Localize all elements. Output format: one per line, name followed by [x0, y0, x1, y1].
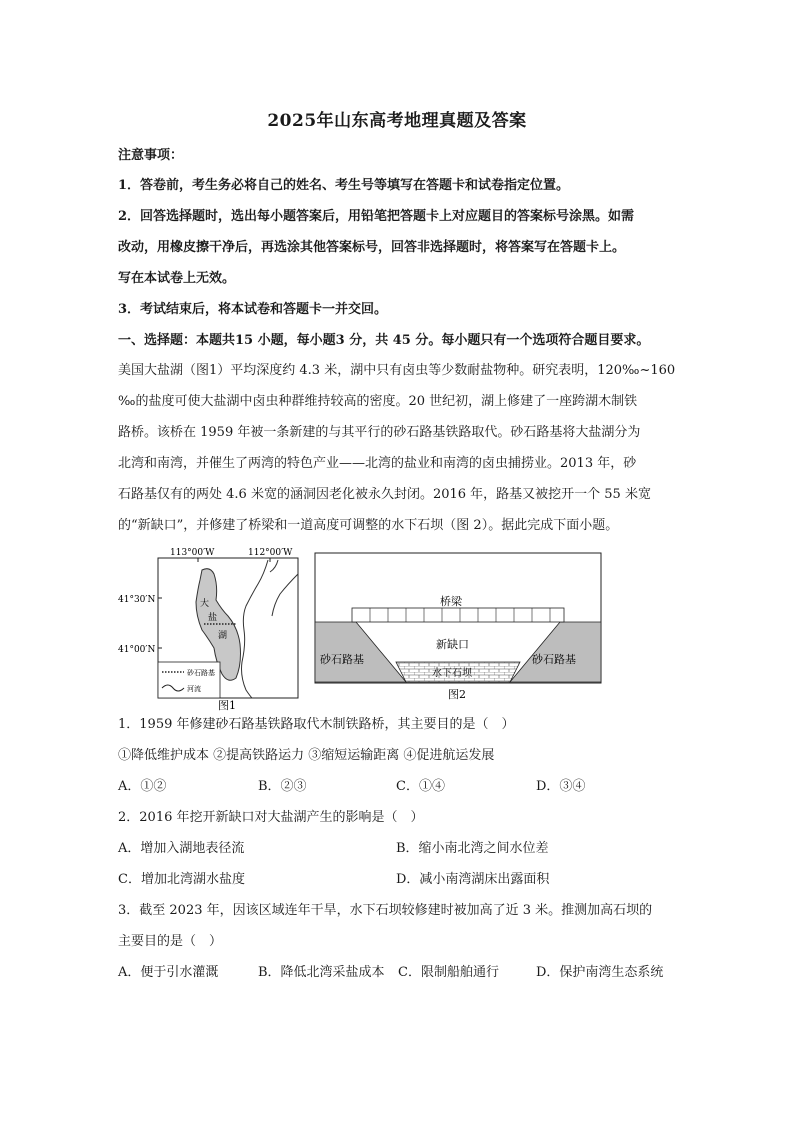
dam-label: 水下石坝: [432, 668, 472, 679]
question-stem: 主要目的是（ ）: [118, 934, 223, 949]
notice-item: 3．考试结束后，将本试卷和答题卡一并交回。: [118, 302, 388, 317]
figure2-cross-section: [314, 552, 604, 702]
page-title: 2025年山东高考地理真题及答案: [267, 111, 527, 131]
question-statements: ①降低维护成本 ②提高铁路运力 ③缩短运输距离 ④促进航运发展: [118, 748, 495, 763]
question-stem: 2．2016 年挖开新缺口对大盐湖产生的影响是（ ）: [118, 810, 424, 825]
notice-item: 1．答卷前，考生务必将自己的姓名、考生号等填写在答题卡和试卷指定位置。: [118, 178, 570, 193]
bridge-label: 桥梁: [440, 595, 462, 608]
figure1-map: [118, 544, 302, 712]
causeway-label: 砂石路基: [320, 653, 364, 666]
causeway-label: 砂石路基: [532, 653, 576, 666]
figure1-caption: 图1: [218, 699, 236, 712]
option-c: C．①④: [396, 779, 445, 794]
passage-line: 美国大盐湖（图1）平均深度约 4.3 米，湖中只有卤虫等少数耐盐物种。研究表明，120‰~160: [118, 363, 676, 378]
option-c: C．增加北湾湖水盐度: [118, 872, 245, 887]
option-b: B．缩小南北湾之间水位差: [396, 841, 549, 856]
gap-label: 新缺口: [436, 638, 469, 651]
passage-line: ‰的盐度可使大盐湖中卤虫种群维持较高的密度。20 世纪初，湖上修建了一座跨湖木制铁: [118, 394, 638, 409]
lon-label: 112°00′W: [248, 548, 293, 558]
question-stem: 1．1959 年修建砂石路基铁路取代木制铁路桥，其主要目的是（ ）: [118, 717, 515, 732]
lake-char: 大: [200, 599, 210, 609]
option-a: A．便于引水灌溉: [118, 965, 219, 980]
option-a: A．增加入湖地表径流: [118, 841, 245, 856]
lake-char: 湖: [218, 631, 228, 641]
option-d: D．保护南湾生态系统: [536, 965, 664, 980]
passage-line: 石路基仅有的两处 4.6 米宽的涵洞因老化被永久封闭。2016 年，路基又被挖开一个 55 米宽: [118, 487, 651, 502]
notice-item: 2．回答选择题时，选出每小题答案后，用铅笔把答题卡上对应题目的答案标号涂黑。如需: [118, 209, 635, 224]
lake-char: 盐: [208, 613, 218, 623]
lon-label: 113°00′W: [170, 548, 215, 558]
passage-line: 的“新缺口”，并修建了桥梁和一道高度可调整的水下石坝（图 2）。据此完成下面小题。: [118, 518, 619, 533]
option-d: D．减小南湾湖床出露面积: [396, 872, 550, 887]
option-b: B．降低北湾采盐成本: [258, 965, 385, 980]
legend-label: 砂石路基: [187, 669, 215, 677]
option-a: A．①②: [118, 779, 167, 794]
notice-item: 改动，用橡皮擦干净后，再选涂其他答案标号，回答非选择题时，将答案写在答题卡上。: [118, 240, 626, 255]
option-b: B．②③: [258, 779, 307, 794]
lat-label: 41°00′N: [118, 645, 156, 655]
passage-line: 北湾和南湾，并催生了两湾的特色产业——北湾的盐业和南湾的卤虫捕捞业。2013 年，砂: [118, 456, 637, 471]
notice-item: 写在本试卷上无效。: [118, 271, 236, 286]
notice-heading: 注意事项：: [118, 148, 184, 163]
option-d: D．③④: [536, 779, 586, 794]
question-stem: 3．截至 2023 年，因该区域连年干旱，水下石坝较修建时被加高了近 3 米。推测加高石坝的: [118, 903, 653, 918]
legend-label: 河流: [187, 685, 201, 693]
passage-line: 路桥。该桥在 1959 年被一条新建的与其平行的砂石路基铁路取代。砂石路基将大盐湖分为: [118, 425, 641, 440]
option-c: C．限制船舶通行: [398, 965, 499, 980]
lat-label: 41°30′N: [118, 595, 156, 605]
figure2-caption: 图2: [448, 688, 466, 701]
section-heading: 一、选择题：本题共15 小题，每小题3 分，共 45 分。每小题只有一个选项符合题目要求。: [118, 333, 650, 348]
